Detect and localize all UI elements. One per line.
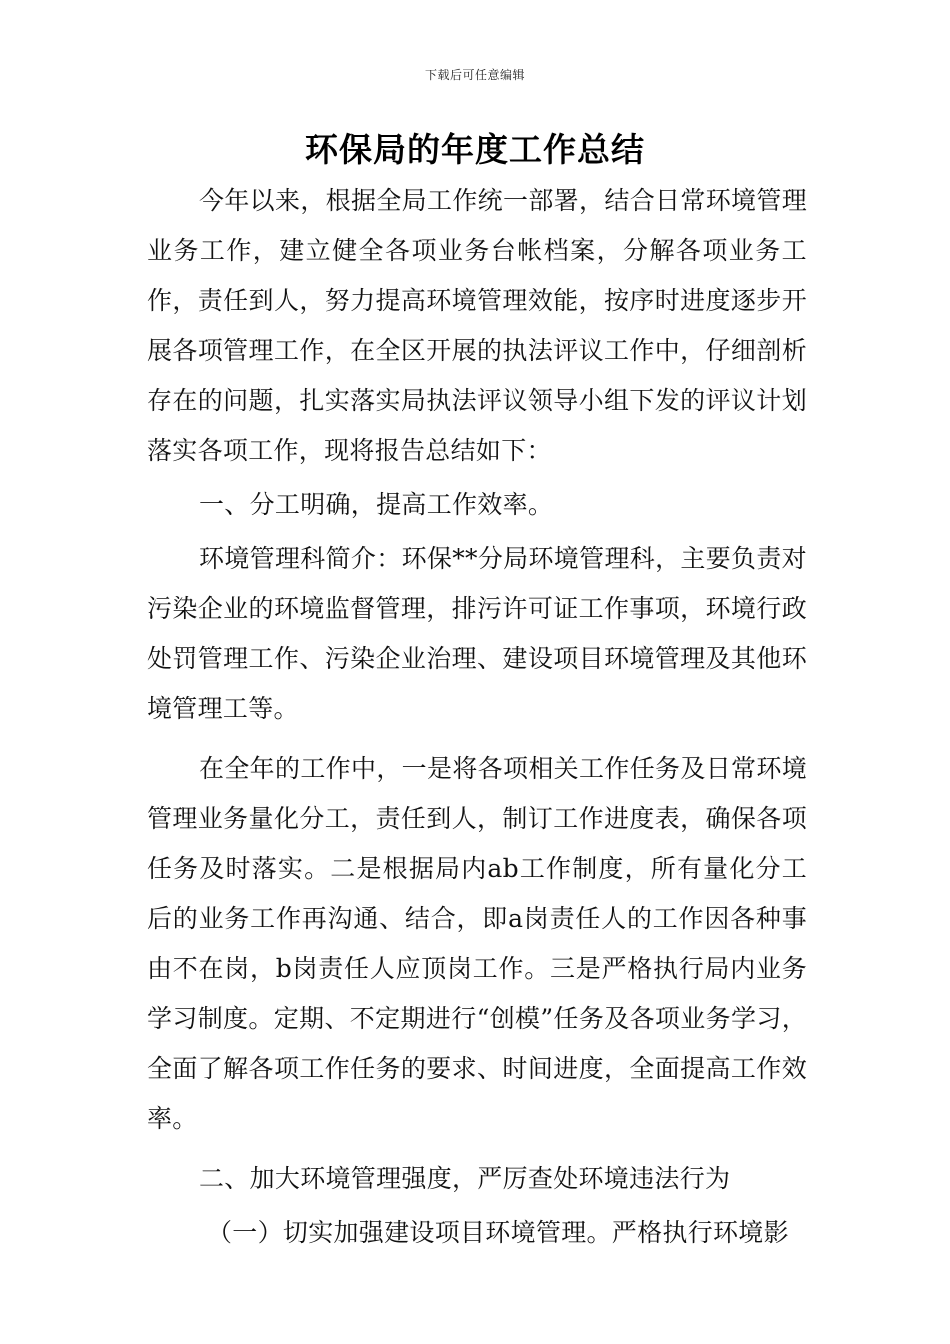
body-paragraph: 环境管理科简介：环保**分局环境管理科，主要负责对污染企业的环境监督管理，排污许可证工作事项，环境行政处罚管理工作、污染企业治理、建设项目环境管理及其他环境管理工等。 (147, 544, 807, 723)
subsection-paragraph: （一）切实加强建设项目环境管理。严格执行环境影 (207, 1218, 789, 1247)
document-title: 环保局的年度工作总结 (305, 130, 645, 169)
document-body (147, 176, 807, 1258)
intro-paragraph: 今年以来，根据全局工作统一部署，结合日常环境管理业务工作，建立健全各项业务台帐档案，分解各项业务工作，责任到人，努力提高环境管理效能，按序时进度逐步开展各项管理工作，在全区开展的执法评议工作中，仔细剖析存在的问题，扎实落实局执法评议领导小组下发的评议计划落实各项工作，现将报告总结如下： (147, 186, 807, 465)
body-paragraph: 在全年的工作中，一是将各项相关工作任务及日常环境管理业务量化分工，责任到人，制订工作进度表，确保各项任务及时落实。二是根据局内ab工作制度，所有量化分工后的业务工作再沟通、结合，即a岗责任人的工作因各种事由不在岗，b岗责任人应顶岗工作。三是严格执行局内业务学习制度。定期、不定期进行“创模”任务及各项业务学习，全面了解各项工作任务的要求、时间进度，全面提高工作效率。 (147, 754, 807, 1133)
header-note: 下载后可任意编辑 (424, 68, 525, 82)
section-heading-1: 一、分工明确，提高工作效率。 (199, 490, 554, 519)
section-heading-2: 二、加大环境管理强度，严厉查处环境违法行为 (199, 1164, 731, 1193)
